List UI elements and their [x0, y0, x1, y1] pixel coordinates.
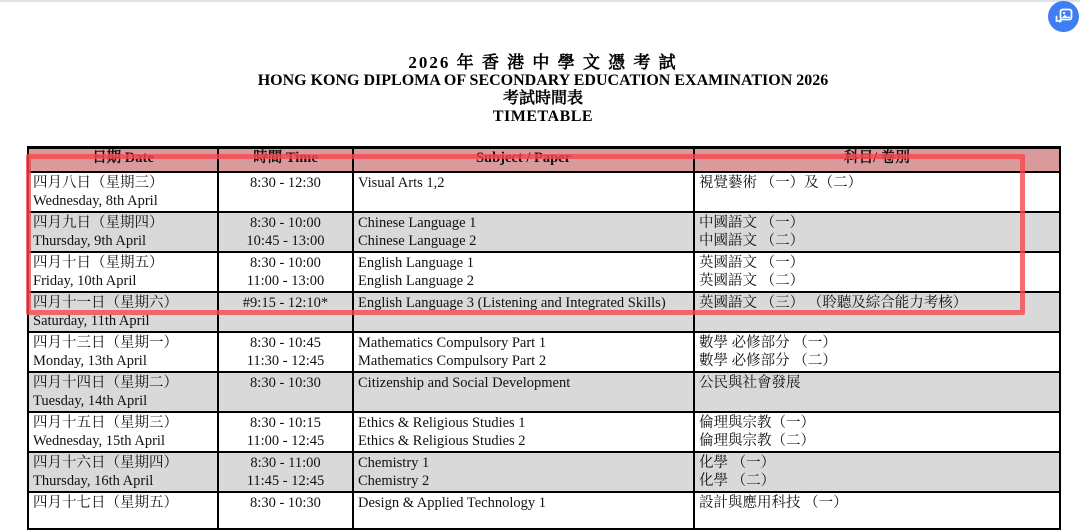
time-cell [218, 252, 353, 292]
time-cell [218, 492, 353, 529]
timetable-table [27, 146, 1061, 530]
date-line: Tuesday, 14th April [33, 392, 148, 409]
subject-line: Mathematics Compulsory Part 2 [358, 352, 547, 369]
time-cell [218, 372, 353, 412]
subject-line: Ethics & Religious Studies 2 [358, 432, 526, 449]
subject-cell [353, 372, 694, 412]
subject-line: Citizenship and Social Development [358, 374, 571, 391]
paper-line: 中國語文 （二） [699, 232, 805, 249]
paper-line: 視覺藝術 （一）及（二） [699, 174, 863, 191]
date-cell [28, 492, 218, 529]
paper-line: 公民與社會發展 [699, 374, 801, 391]
subject-line: Visual Arts 1,2 [358, 174, 445, 191]
paper-cell [694, 372, 1060, 412]
date-line: Thursday, 16th April [33, 472, 154, 489]
timetable-row [28, 332, 1060, 372]
paper-line: 數學 必修部分 （一） [699, 334, 837, 351]
time-line: 8:30 - 10:45 [250, 334, 321, 351]
image-translate-button[interactable] [1048, 1, 1079, 32]
document-title [0, 53, 1086, 126]
date-line: Monday, 13th April [33, 352, 147, 369]
date-line: 四月十四日（星期二） [33, 374, 178, 391]
subject-cell [353, 412, 694, 452]
date-cell [28, 292, 218, 332]
time-cell [218, 412, 353, 452]
date-cell [28, 412, 218, 452]
subject-cell [353, 292, 694, 332]
subject-cell [353, 452, 694, 492]
paper-line: 倫理與宗教（二） [699, 432, 815, 449]
subject-line: Design & Applied Technology 1 [358, 494, 547, 511]
subject-line: English Language 3 (Listening and Integrated Skills) [358, 294, 666, 311]
date-line: 四月十三日（星期一） [33, 334, 178, 351]
date-cell [28, 452, 218, 492]
time-line: 8:30 - 10:00 [250, 254, 321, 271]
paper-line: 倫理與宗教（一） [699, 414, 815, 431]
date-line: 四月十五日（星期三） [33, 414, 178, 431]
time-line: 8:30 - 10:30 [250, 374, 321, 391]
time-line: 8:30 - 10:30 [250, 494, 321, 511]
timetable-row [28, 252, 1060, 292]
title-english-main: HONG KONG DIPLOMA OF SECONDARY EDUCATION EXAMINATION 2026 [257, 72, 829, 89]
date-line: 四月十一日（星期六） [33, 294, 178, 311]
time-line: 8:30 - 10:15 [250, 414, 321, 431]
paper-cell [694, 492, 1060, 529]
paper-line: 英國語文 （三） （聆聽及綜合能力考核） [699, 294, 968, 311]
timetable-row [28, 452, 1060, 492]
header-paper: 科目/ 卷別 [694, 148, 1060, 172]
timetable-row [28, 492, 1060, 529]
date-line: Wednesday, 15th April [33, 432, 165, 449]
time-cell [218, 292, 353, 332]
timetable-row [28, 292, 1060, 332]
paper-cell [694, 252, 1060, 292]
header-time: 時間 Time [218, 148, 353, 172]
date-cell [28, 212, 218, 252]
time-line: 8:30 - 10:00 [250, 214, 321, 231]
image-translate-icon [1054, 7, 1073, 26]
time-line: 11:00 - 12:45 [246, 432, 325, 449]
timetable-row [28, 172, 1060, 212]
paper-cell [694, 212, 1060, 252]
subject-line: Chinese Language 2 [358, 232, 477, 249]
header-subject: Subject / Paper [353, 148, 694, 172]
title-english-sub: TIMETABLE [492, 108, 594, 125]
date-line: 四月八日（星期三） [33, 174, 164, 191]
paper-cell [694, 412, 1060, 452]
time-line: #9:15 - 12:10* [242, 294, 329, 311]
time-cell [218, 212, 353, 252]
window-top-edge [0, 0, 1080, 2]
time-line: 11:30 - 12:45 [246, 352, 325, 369]
subject-cell [353, 252, 694, 292]
date-line: 四月十七日（星期五） [33, 494, 178, 511]
timetable-row [28, 372, 1060, 412]
date-line: 四月十六日（星期四） [33, 454, 178, 471]
subject-line: Ethics & Religious Studies 1 [358, 414, 526, 431]
paper-line: 化學 （二） [699, 472, 776, 489]
paper-cell [694, 172, 1060, 212]
paper-cell [694, 332, 1060, 372]
paper-line: 英國語文 （二） [699, 272, 805, 289]
date-cell [28, 172, 218, 212]
date-cell [28, 332, 218, 372]
subject-cell [353, 332, 694, 372]
time-line: 8:30 - 11:00 [250, 454, 321, 471]
subject-line: Mathematics Compulsory Part 1 [358, 334, 547, 351]
subject-line: Chemistry 1 [358, 454, 430, 471]
time-cell [218, 332, 353, 372]
date-line: Saturday, 11th April [33, 312, 150, 329]
subject-line: Chinese Language 1 [358, 214, 477, 231]
subject-cell [353, 492, 694, 529]
paper-line: 中國語文 （一） [699, 214, 805, 231]
paper-line: 數學 必修部分 （二） [699, 352, 837, 369]
time-line: 8:30 - 12:30 [250, 174, 321, 191]
date-cell [28, 252, 218, 292]
title-chinese-sub: 考試時間表 [502, 90, 583, 107]
time-line: 11:45 - 12:45 [246, 472, 325, 489]
date-line: 四月九日（星期四） [33, 214, 164, 231]
timetable-header-row [28, 148, 1060, 172]
time-cell [218, 452, 353, 492]
paper-line: 英國語文 （一） [699, 254, 805, 271]
subject-line: English Language 1 [358, 254, 474, 271]
paper-cell [694, 292, 1060, 332]
timetable [27, 146, 1061, 530]
date-cell [28, 372, 218, 412]
subject-cell [353, 172, 694, 212]
date-line: Friday, 10th April [33, 272, 137, 289]
time-line: 11:00 - 13:00 [246, 272, 325, 289]
date-line: Wednesday, 8th April [33, 192, 158, 209]
paper-line: 化學 （一） [699, 454, 776, 471]
subject-cell [353, 212, 694, 252]
header-date: 日期 Date [28, 148, 218, 172]
paper-line: 設計與應用科技 （一） [699, 494, 848, 511]
subject-line: Chemistry 2 [358, 472, 430, 489]
time-cell [218, 172, 353, 212]
date-line: 四月十日（星期五） [33, 254, 164, 271]
subject-line: English Language 2 [358, 272, 474, 289]
paper-cell [694, 452, 1060, 492]
date-line: Thursday, 9th April [33, 232, 147, 249]
timetable-row [28, 212, 1060, 252]
time-line: 10:45 - 13:00 [246, 232, 325, 249]
title-chinese-main: 2026 年 香 港 中 學 文 憑 考 試 [408, 53, 678, 72]
timetable-row [28, 412, 1060, 452]
